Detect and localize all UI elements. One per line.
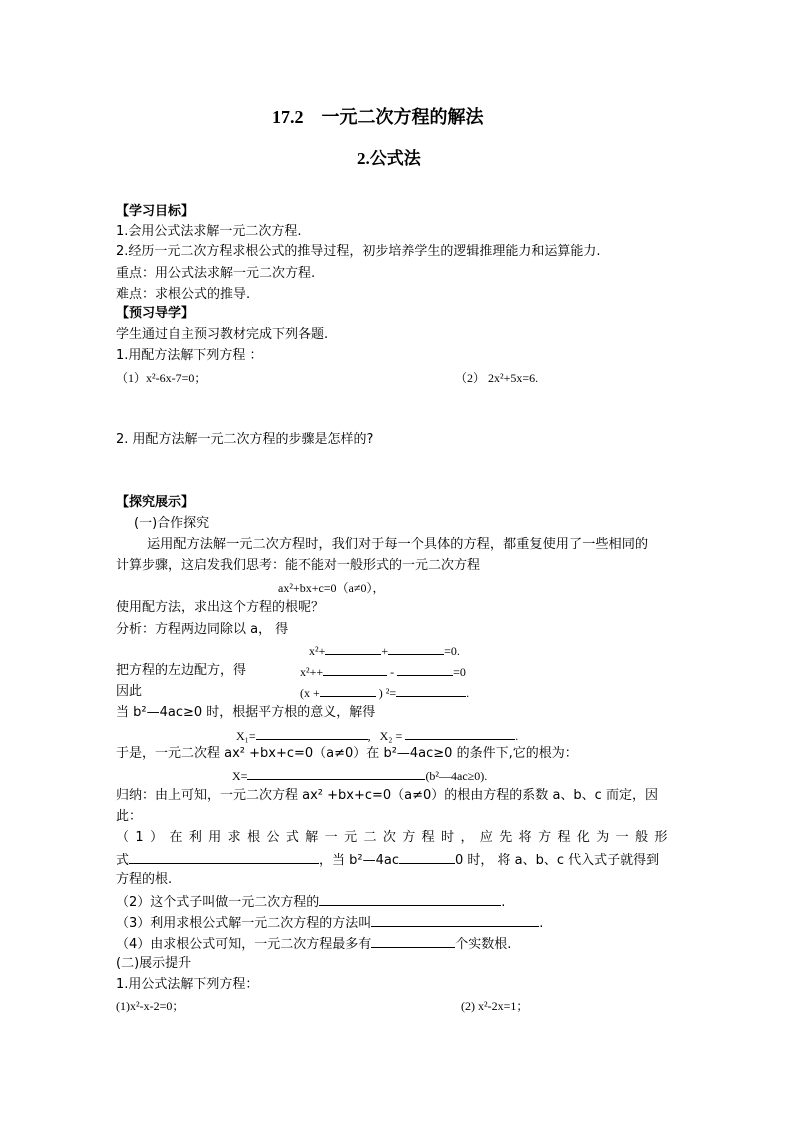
equation-step-3: (x + ) ²= . <box>300 686 470 700</box>
general-equation: ax²+bx+c=0（a≠0）， <box>278 581 385 595</box>
paragraph-line: 使用配方法，求出这个方程的根呢？ <box>116 600 325 615</box>
page-title <box>272 106 484 128</box>
summary-line: 归纳：由上可知，一元二次方程 ax² +bx+c=0（a≠0）的根由方程的系数 a、b、c 而定，因 <box>116 788 658 803</box>
preview-question-1: 1.用配方法解下列方程 ： <box>116 348 263 363</box>
paragraph-line: 运用配方法解一元二次方程时，我们对于每一个具体的方程，都重复使用了一些相同的 <box>147 537 649 552</box>
quadratic-formula: X= (b²—4ac≥0). <box>232 769 488 783</box>
exercise-equation-1: (1)x²-x-2=0； <box>116 999 185 1013</box>
formula-intro: 于是，一元二次程 ax² +bx+c=0（a≠0）在 b²—4ac≥0 的条件下,它的根为： <box>116 746 578 761</box>
explore-part-2: (二)展示提升 <box>116 956 192 971</box>
summary-line: 此： <box>116 809 143 824</box>
summary-point-4: （4）由求根公式可知，一元二次方程最多有 个实数根. <box>116 937 512 952</box>
preview-equation-1b: （2） 2x²+5x=6. <box>455 371 539 385</box>
fill-blank[interactable] <box>325 642 381 655</box>
fill-blank[interactable] <box>397 663 453 676</box>
fill-blank[interactable] <box>399 851 455 864</box>
objectives-heading: 【学习目标】 <box>116 204 195 219</box>
fill-blank[interactable] <box>247 767 425 780</box>
preview-question-2: 2. 用配方法解一元二次方程的步骤是怎样的? <box>116 432 374 447</box>
exercise-intro: 1.用公式法解下列方程： <box>116 977 259 992</box>
fill-blank[interactable] <box>323 663 387 676</box>
therefore-label: 因此 <box>116 684 143 699</box>
summary-point-1-cont: 式 ，当 b²—4ac 0 时， 将 a、b、c 代入式子就得到 <box>116 853 660 868</box>
fill-blank[interactable] <box>371 914 539 927</box>
summary-point-3: （3）利用求根公式解一元二次方程的方法叫 . <box>116 916 544 931</box>
summary-point-1: （1）在利用求根公式解一元二次方程时，应先将方程化为一般形 <box>116 830 674 845</box>
equation-step-2: x²++ - =0 <box>300 665 466 679</box>
explore-heading: 【探究展示】 <box>116 495 195 510</box>
fill-blank[interactable] <box>129 851 319 864</box>
section-number: 17.2 <box>272 107 304 127</box>
explore-part-1: (一)合作探究 <box>134 516 210 531</box>
objective-item: 2.经历一元二次方程求根公式的推导过程，初步培养学生的逻辑推理能力和运算能力. <box>116 244 601 259</box>
fill-blank[interactable] <box>396 684 466 697</box>
summary-point-1-end: 方程的根. <box>116 872 173 887</box>
equation-step-1: x²+ + =0. <box>309 644 460 658</box>
fill-blank[interactable] <box>371 935 455 948</box>
fill-blank[interactable] <box>319 893 501 906</box>
analysis-line: 分析：方程两边同除以 a， 得 <box>116 622 289 637</box>
page-subtitle: 2.公式法 <box>357 149 421 168</box>
condition-line: 当 b²—4ac≥0 时，根据平方根的意义，解得 <box>116 705 376 720</box>
exercise-equation-2: (2) x²-2x=1； <box>461 999 529 1013</box>
section-title: 一元二次方程的解法 <box>321 107 484 127</box>
preview-heading: 【预习导学】 <box>116 306 195 321</box>
fill-blank[interactable] <box>405 727 515 740</box>
fill-blank[interactable] <box>320 684 376 697</box>
fill-blank[interactable] <box>256 727 368 740</box>
preview-equation-1a: （1）x²-6x-7=0； <box>116 371 207 385</box>
preview-intro: 学生通过自主预习教材完成下列各题. <box>116 327 329 342</box>
root-solutions: X₁= , X₂ = . <box>236 729 519 743</box>
key-point: 重点：用公式法求解一元二次方程. <box>116 266 316 281</box>
summary-point-2: （2）这个式子叫做一元二次方程的 . <box>116 895 506 910</box>
fill-blank[interactable] <box>388 642 444 655</box>
difficulty: 难点：求根公式的推导. <box>116 287 251 302</box>
complete-square-line: 把方程的左边配方，得 <box>116 663 247 678</box>
objective-item: 1.会用公式法求解一元二次方程. <box>116 224 302 239</box>
paragraph-line: 计算步骤，这启发我们思考：能不能对一般形式的一元二次方程 <box>116 558 481 573</box>
